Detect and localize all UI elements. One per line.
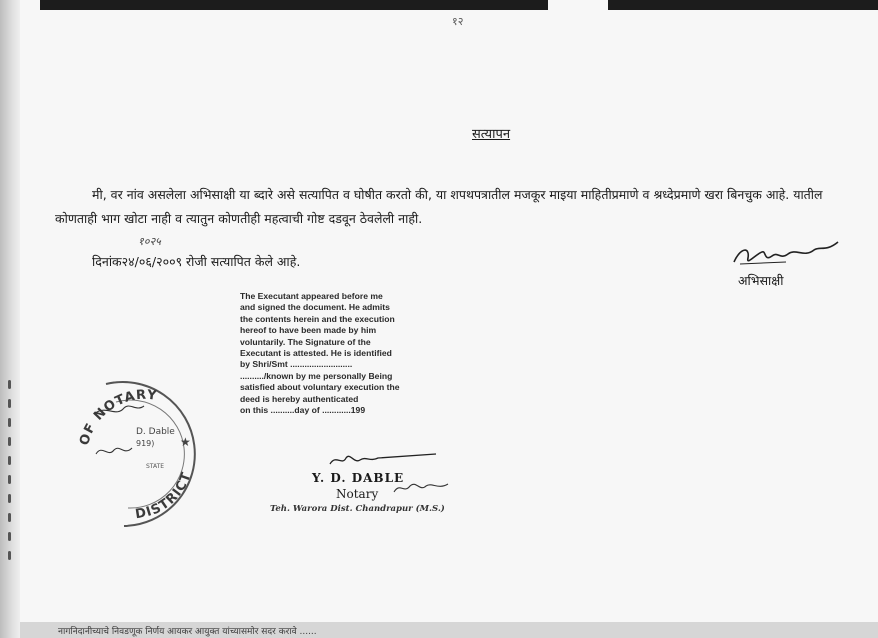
certificate-line: hereof to have been made by him [240, 325, 377, 336]
certificate-line: deed is hereby authenticated [240, 393, 359, 404]
seal-state-text: STATE [146, 463, 165, 470]
certificate-line: on this ..........day of ............199 [240, 405, 366, 416]
svg-text:DISTRICT [134, 470, 194, 522]
certificate-line: by Shri/Smt .......................... [240, 359, 353, 370]
certificate-line: The Executant appeared before me [240, 291, 383, 301]
verification-text-line-2: कोणताही भाग खोटा नाही व त्यातुन कोणतीही महत्वाची गोष्ट दडवून ठेवलेली नाही. [55, 211, 423, 226]
page-number: १२ [452, 15, 464, 28]
deponent-signature [726, 236, 846, 272]
notary-certificate-stamp [240, 291, 410, 416]
seal-bottom-text: DISTRICT [134, 469, 195, 523]
verification-heading: सत्यापन [472, 127, 511, 142]
footer-cutoff-text: नागनिदानीच्याचे निवडणूक निर्णय आयकर आयुक्त यांच्यासमोर सदर करावे ...... [58, 627, 317, 637]
seal-center-number: 919) [136, 439, 155, 448]
certificate-line: satisfied about voluntary execution the [240, 382, 400, 393]
notary-round-seal [66, 368, 206, 538]
certificate-line: Executant is attested. He is identified [240, 348, 392, 359]
seal-top-text: OF NOTARY [77, 387, 159, 448]
seal-star-icon: ★ [180, 435, 191, 449]
seal-date-scribble [96, 448, 132, 454]
binding-margin-marks [4, 380, 16, 630]
document-page [20, 0, 878, 638]
notary-handwritten-date [392, 478, 452, 498]
verification-date-line: दिनांक२४/०६/२००९ रोजी सत्यापित केले आहे. [92, 254, 301, 269]
notary-name: Y. D. DABLE [312, 471, 405, 485]
certificate-line: ........../known by me personally Being [240, 370, 393, 381]
deponent-label: अभिसाक्षी [738, 273, 784, 288]
certificate-line: and signed the document. He admits [240, 302, 390, 313]
scan-top-border-gap [548, 0, 608, 10]
certificate-line: the contents herein and the execution [240, 313, 395, 324]
seal-center-name: D. Dable [136, 427, 175, 437]
scan-top-border [40, 0, 878, 10]
notary-title: Notary [336, 487, 379, 501]
handwritten-date-note: १०२५ [138, 235, 161, 248]
verification-text-line-1: मी, वर नांव असलेला अभिसाक्षी या ब्दारे असे सत्यापित व घोषीत करतो की, या शपथपत्रातील मजकूर माइया माहितीप्रमाणे व श्रध्देप्रमाणे खरा बिनचुक आहे. यातील [92, 187, 823, 202]
certificate-line: voluntarily. The Signature of the [240, 336, 371, 347]
notary-address: Teh. Warora Dist. Chandrapur (M.S.) [270, 504, 445, 514]
